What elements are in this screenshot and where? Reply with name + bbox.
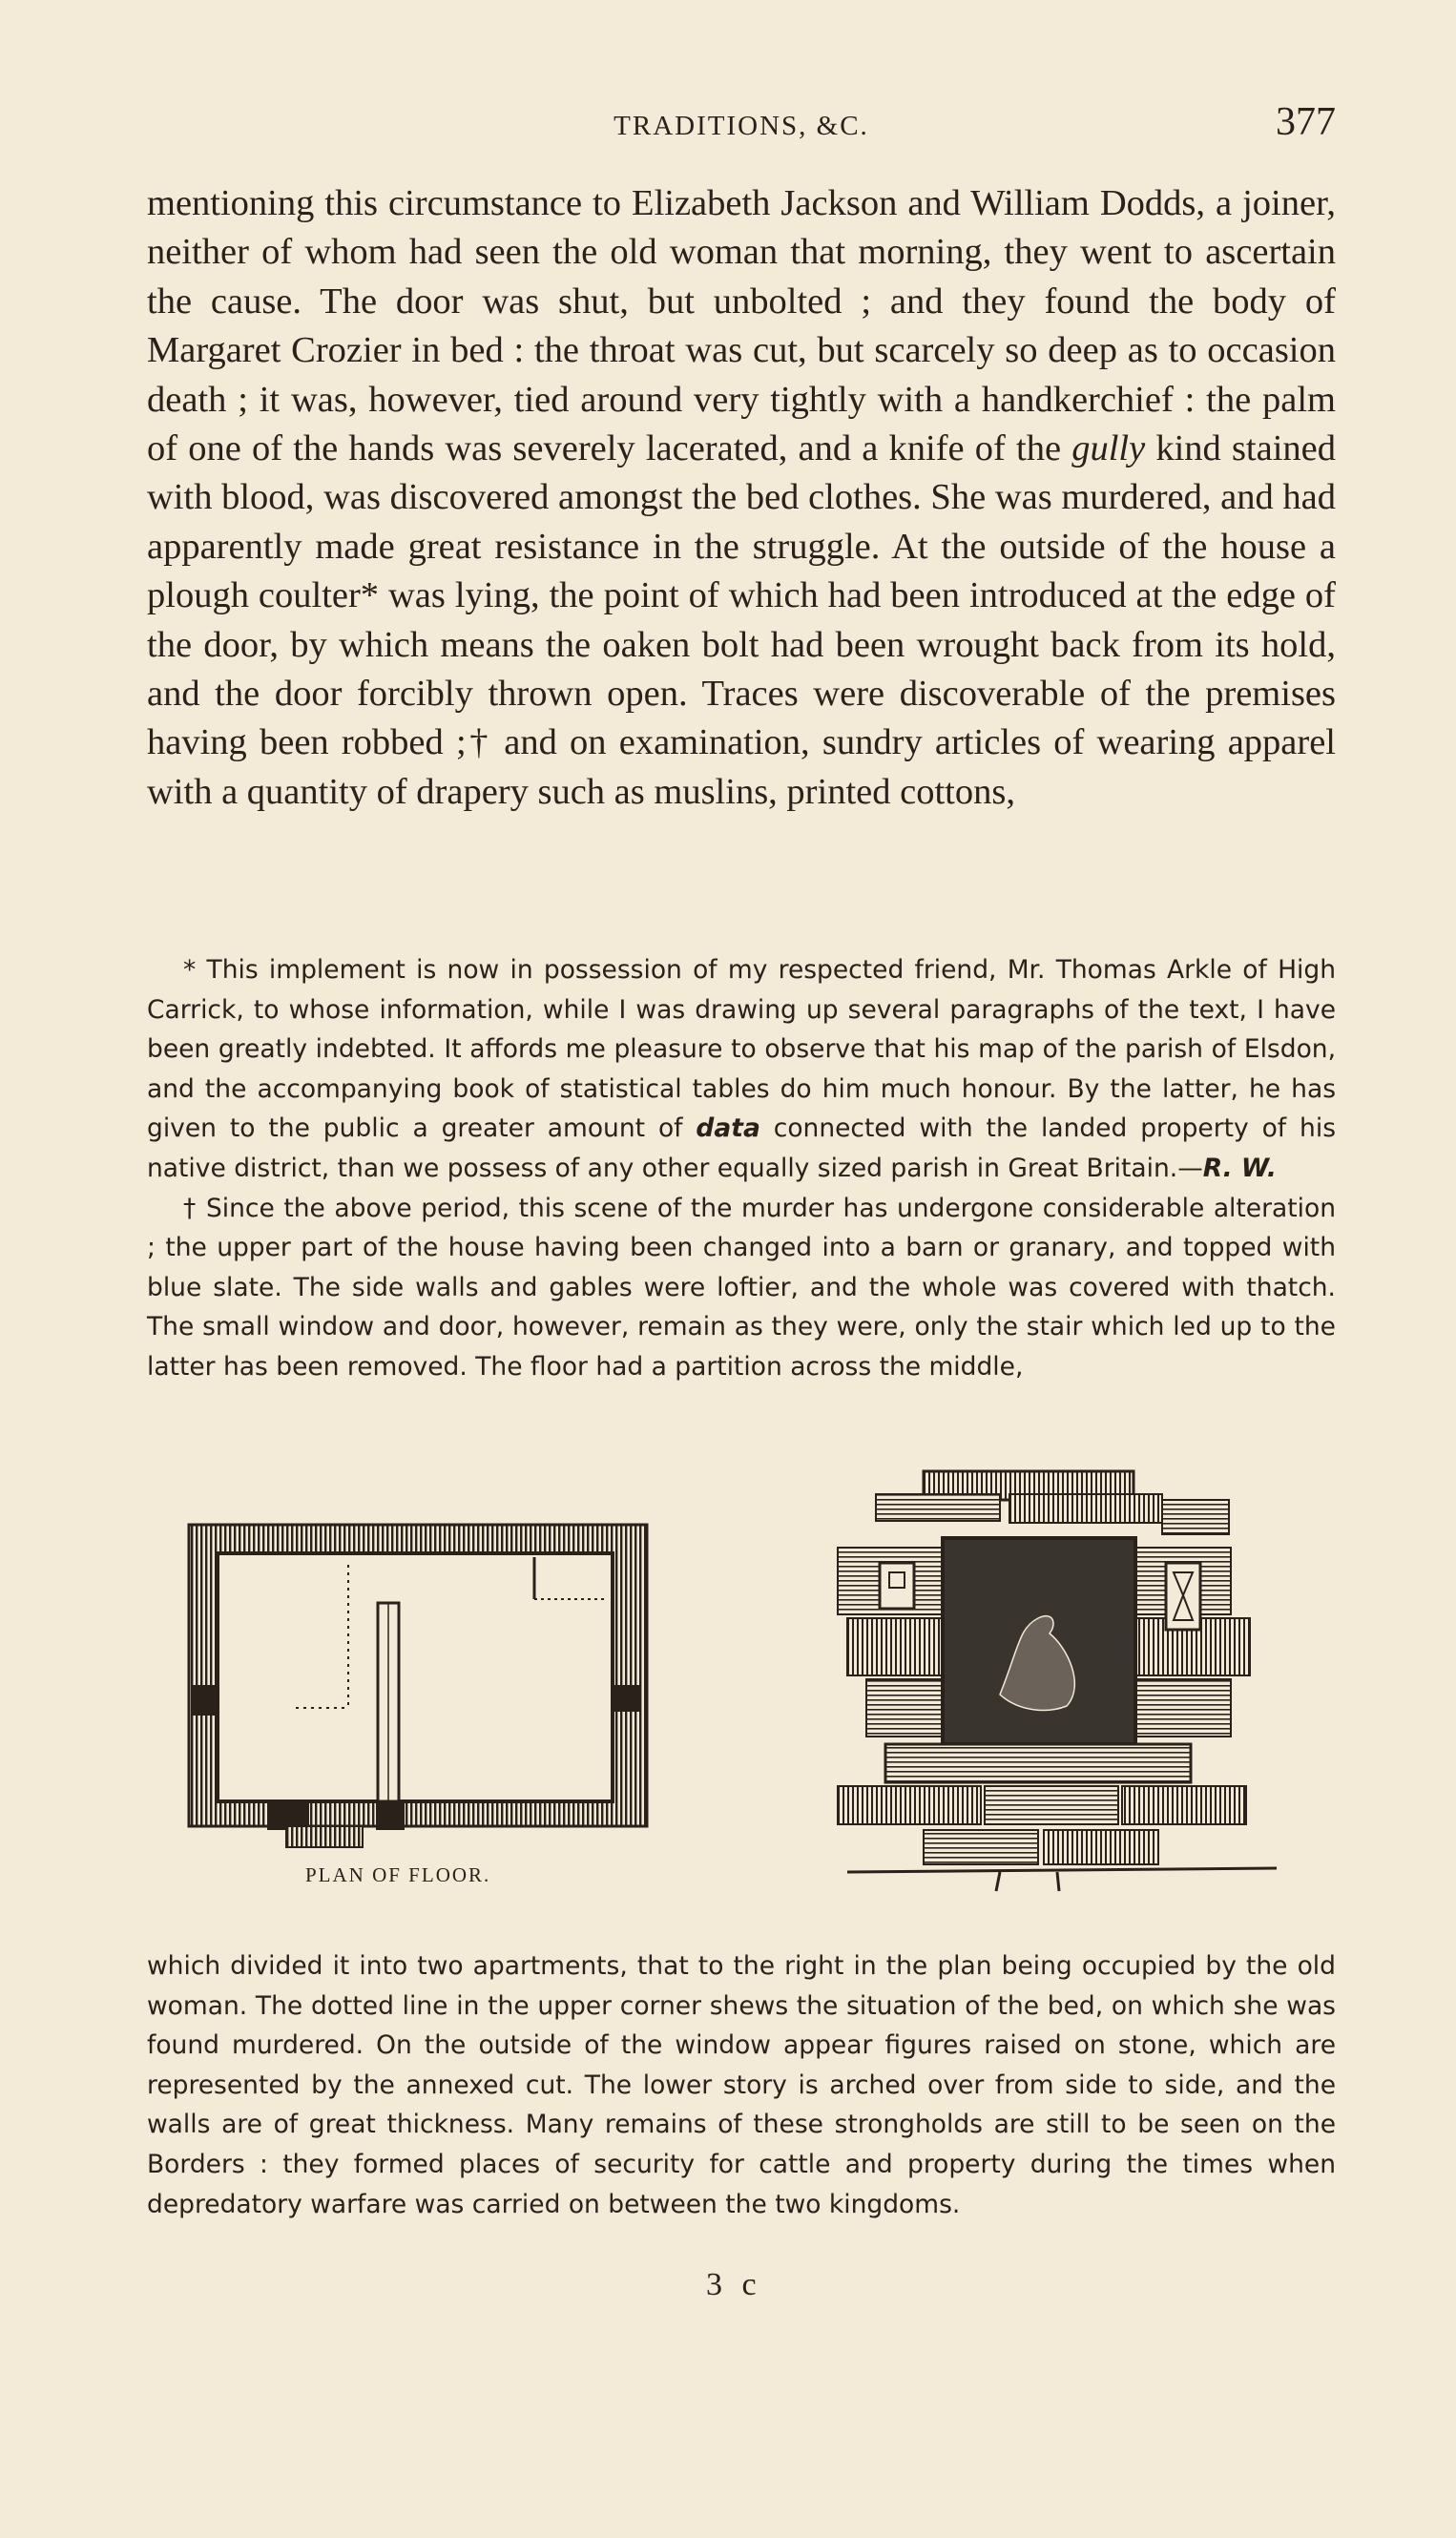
footnote-dagger	[147, 1189, 1336, 1387]
plan-of-floor-drawing	[172, 1508, 668, 1851]
plan-of-floor-figure	[172, 1508, 668, 1851]
footnote-asterisk	[147, 950, 1336, 1189]
footnotes	[147, 950, 1336, 1387]
footnote-signature: R. W.	[1202, 1153, 1277, 1183]
plan-caption: PLAN OF FLOOR.	[305, 1863, 491, 1886]
italic-term-gully: gully	[1071, 428, 1146, 469]
footnote-text-part-1: This implement is now in possession of my respected friend, Mr. Thomas Arkle of High Carrick, to whose information, while I was drawing up several paragraphs of the text, I have been greatly indebted. It affords me pleasure to observe that his map of the parish of Elsdon, and the accompanying book of statistical tables do him much honour. By the latter, he has given to the public a greater amount of	[147, 955, 1336, 1144]
footnote-continuation: which divided it into two apartments, that to the right in the plan being occupied by the old woman. The dotted line in the upper corner shews the situation of the bed, on which she was found murdered. On the outside of the window appear figures raised on stone, which are represented by the annexed cut. The lower story is arched over from side to side, and the walls are of great thickness. Many remains of these strongholds are still to be seen on the Borders : they formed places of security for cattle and property during the times when depredatory warfare was carried on between the two kingdoms.	[147, 1951, 1336, 2219]
main-text-part-2: kind stained with blood, was discovered amongst the bed clothes. She was murdered, and had apparently made great resistance in the struggle. At the outside of the house a plough coulter* was lying, the point of which had been introduced at the edge of the door, by which means the oaken bolt had been wrought back from its hold, and the door forcibly thrown open. Traces were discoverable of the premises having been robbed ;† and on examination, sundry articles of wearing apparel with a quantity of drapery such as muslins, printed cottons,	[147, 428, 1337, 812]
footnote-dagger-text: Since the above period, this scene of the murder has undergone considerable alteration ; the upper part of the house having been changed into a barn or granary, and topped with blue slate. The side walls and gables were loftier, and the whole was covered with thatch. The small window and door, however, remain as they were, only the stair which led up to the latter has been removed. The floor had a partition across the middle,	[147, 1193, 1337, 1382]
running-title: TRADITIONS, &C.	[614, 111, 869, 141]
signature-mark: 3 c	[706, 2267, 762, 2302]
footnote-marker-dagger: †	[183, 1193, 198, 1223]
window-woodcut-figure	[780, 1456, 1303, 1895]
main-text-part-1: mentioning this circumstance to Elizabeth Jackson and William Dodds, a joiner, neither of whom had seen the old woman that morning, they went to ascertain the cause. The door was shut, but unbolted ; and they found the body of Margaret Crozier in bed : the throat was cut, but scarcely so deep as to occasion death ; it was, however, tied around very tightly with a handkerchief : the palm of one of the hands was severely lacerated, and a knife of the	[147, 183, 1336, 469]
main-paragraph	[147, 179, 1336, 817]
italic-term-data: data	[696, 1113, 760, 1144]
footnote-text-part-2: connected with the landed property of his native district, than we possess of any other equally sized parish in Great Britain.—	[147, 1113, 1336, 1183]
footnote-marker-asterisk: *	[183, 955, 197, 985]
page-number: 377	[1276, 100, 1336, 144]
running-head	[147, 99, 1336, 156]
window-woodcut-drawing	[780, 1456, 1303, 1895]
